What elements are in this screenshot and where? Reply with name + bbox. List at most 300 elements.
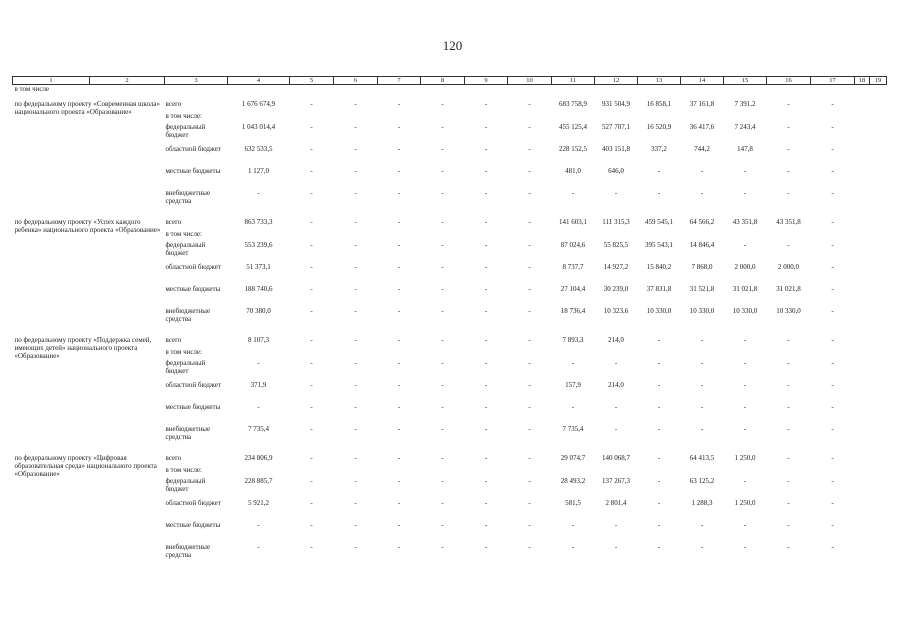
value-cell bbox=[465, 348, 508, 359]
empty-cell bbox=[334, 93, 378, 100]
value-cell: - bbox=[397, 307, 401, 315]
funding-source-label: всего bbox=[165, 336, 182, 344]
empty-cell bbox=[638, 85, 681, 94]
empty-cell bbox=[767, 93, 811, 100]
value-cell bbox=[228, 230, 290, 241]
value-cell: - bbox=[743, 336, 747, 344]
value-cell: 43 351,8 bbox=[776, 218, 801, 226]
value-cell: 147,8 bbox=[737, 145, 753, 153]
value-cell: 553 239,6 bbox=[244, 241, 273, 249]
value-cell: - bbox=[787, 167, 790, 175]
column-number-header: 7 bbox=[378, 77, 421, 85]
value-cell: 371,9 bbox=[250, 381, 267, 389]
value-cell: - bbox=[441, 543, 444, 551]
value-cell: - bbox=[700, 425, 704, 433]
value-cell: - bbox=[441, 499, 444, 507]
value-cell: - bbox=[397, 285, 401, 293]
value-cell: 141 603,1 bbox=[559, 218, 587, 226]
column-number-header: 8 bbox=[421, 77, 465, 85]
value-cell: - bbox=[354, 189, 357, 197]
value-cell bbox=[595, 230, 638, 241]
value-cell bbox=[508, 348, 552, 359]
value-cell: - bbox=[657, 477, 661, 485]
value-cell: 16 520,9 bbox=[646, 123, 672, 131]
value-cell bbox=[228, 466, 290, 477]
empty-cell bbox=[855, 454, 870, 466]
empty-cell bbox=[638, 329, 681, 336]
value-cell: 8 737,7 bbox=[562, 263, 584, 271]
empty-cell bbox=[421, 93, 465, 100]
value-cell: - bbox=[528, 403, 531, 411]
value-cell: - bbox=[441, 477, 444, 485]
value-cell: - bbox=[614, 521, 618, 529]
value-cell: - bbox=[484, 543, 488, 551]
value-cell: - bbox=[787, 123, 790, 131]
value-cell: 87 024,6 bbox=[560, 241, 586, 249]
value-cell: 1 676 674,9 bbox=[241, 100, 276, 108]
value-cell: - bbox=[831, 218, 834, 226]
value-cell: - bbox=[831, 307, 834, 315]
empty-cell bbox=[870, 454, 887, 466]
value-cell: 632 533,5 bbox=[244, 145, 273, 153]
value-cell: - bbox=[354, 499, 357, 507]
value-cell: - bbox=[484, 403, 488, 411]
empty-cell bbox=[855, 189, 870, 211]
column-number-header: 16 bbox=[767, 77, 811, 85]
value-cell: 27 104,4 bbox=[560, 285, 586, 293]
value-cell: - bbox=[528, 123, 531, 131]
value-cell bbox=[681, 230, 724, 241]
value-cell: - bbox=[310, 218, 313, 226]
empty-cell bbox=[13, 329, 90, 336]
value-cell: - bbox=[831, 425, 834, 433]
value-cell: - bbox=[397, 381, 401, 389]
value-cell bbox=[724, 112, 767, 123]
value-cell: - bbox=[441, 100, 444, 108]
value-cell: - bbox=[441, 263, 444, 271]
empty-cell bbox=[90, 329, 165, 336]
value-cell: 188 740,6 bbox=[244, 285, 273, 293]
value-cell: - bbox=[310, 263, 313, 271]
value-cell: - bbox=[257, 359, 260, 367]
empty-cell bbox=[870, 93, 887, 100]
empty-cell bbox=[724, 85, 767, 94]
value-cell: - bbox=[528, 359, 531, 367]
value-cell: - bbox=[257, 521, 260, 529]
value-cell: - bbox=[657, 499, 661, 507]
value-cell bbox=[290, 348, 334, 359]
value-cell: - bbox=[787, 425, 790, 433]
empty-cell bbox=[595, 85, 638, 94]
value-cell: - bbox=[354, 123, 357, 131]
value-cell: 2 000,0 bbox=[734, 263, 756, 271]
value-cell: - bbox=[397, 499, 401, 507]
value-cell: 64 566,2 bbox=[689, 218, 715, 226]
empty-cell bbox=[870, 100, 887, 112]
empty-cell bbox=[855, 100, 870, 112]
value-cell: - bbox=[484, 477, 488, 485]
value-cell: 1 250,0 bbox=[734, 454, 756, 462]
value-cell bbox=[508, 466, 552, 477]
value-cell: - bbox=[257, 543, 260, 551]
empty-cell bbox=[855, 307, 870, 329]
value-cell: - bbox=[354, 285, 357, 293]
value-cell: - bbox=[743, 167, 747, 175]
table-header-row bbox=[13, 77, 887, 85]
value-cell: - bbox=[787, 336, 790, 344]
value-cell: - bbox=[528, 454, 531, 462]
value-cell bbox=[811, 348, 855, 359]
project-title: по федеральному проекту «Цифровая образовательная среда» национального проекта «Образование» bbox=[14, 454, 157, 478]
value-cell bbox=[638, 348, 681, 359]
value-cell: - bbox=[441, 307, 444, 315]
value-cell: - bbox=[310, 477, 313, 485]
value-cell: 459 545,1 bbox=[645, 218, 673, 226]
value-cell: - bbox=[354, 403, 357, 411]
empty-cell bbox=[465, 329, 508, 336]
value-cell: - bbox=[787, 189, 790, 197]
value-cell bbox=[767, 230, 811, 241]
empty-cell bbox=[855, 466, 870, 477]
value-cell: 137 267,3 bbox=[602, 477, 630, 485]
value-cell bbox=[767, 466, 811, 477]
empty-cell bbox=[165, 85, 228, 94]
value-cell: - bbox=[354, 454, 357, 462]
value-cell: - bbox=[397, 425, 401, 433]
column-number-header: 15 bbox=[724, 77, 767, 85]
empty-cell bbox=[681, 93, 724, 100]
value-cell: - bbox=[571, 189, 575, 197]
value-cell bbox=[638, 112, 681, 123]
value-cell: 18 736,4 bbox=[560, 307, 586, 315]
empty-cell bbox=[465, 93, 508, 100]
value-cell: - bbox=[441, 123, 444, 131]
value-cell: - bbox=[310, 499, 313, 507]
value-cell: - bbox=[831, 167, 834, 175]
value-cell: - bbox=[310, 543, 313, 551]
value-cell: 7 868,0 bbox=[691, 263, 713, 271]
value-cell: 1 288,3 bbox=[691, 499, 713, 507]
value-cell: 10 323,6 bbox=[603, 307, 629, 315]
value-cell: - bbox=[657, 454, 661, 462]
empty-cell bbox=[811, 93, 855, 100]
empty-cell bbox=[855, 336, 870, 348]
value-cell: - bbox=[787, 145, 790, 153]
value-cell bbox=[767, 112, 811, 123]
value-cell: - bbox=[657, 167, 661, 175]
funding-source-label: местные бюджеты bbox=[165, 521, 221, 529]
value-cell bbox=[595, 112, 638, 123]
value-cell: 228 885,7 bbox=[244, 477, 273, 485]
value-cell: 28 493,2 bbox=[560, 477, 586, 485]
empty-cell bbox=[228, 447, 290, 454]
value-cell: - bbox=[354, 359, 357, 367]
empty-cell bbox=[334, 447, 378, 454]
value-cell: - bbox=[614, 189, 618, 197]
value-cell bbox=[552, 230, 595, 241]
value-cell: - bbox=[831, 336, 834, 344]
value-cell: 527 707,1 bbox=[602, 123, 630, 131]
value-cell: 234 806,9 bbox=[244, 454, 273, 462]
value-cell: 111 315,3 bbox=[602, 218, 630, 226]
empty-cell bbox=[870, 521, 887, 543]
value-cell: - bbox=[354, 336, 357, 344]
value-cell: 337,2 bbox=[651, 145, 667, 153]
column-number-header: 13 bbox=[638, 77, 681, 85]
empty-cell bbox=[290, 447, 334, 454]
funding-source-label: федеральный бюджет bbox=[165, 123, 206, 139]
value-cell: - bbox=[743, 381, 747, 389]
value-cell: 1 250,0 bbox=[734, 499, 756, 507]
value-cell: - bbox=[831, 285, 834, 293]
value-cell: 214,0 bbox=[608, 336, 624, 344]
value-cell: - bbox=[441, 381, 444, 389]
empty-cell bbox=[421, 329, 465, 336]
value-cell: - bbox=[787, 100, 790, 108]
value-cell: - bbox=[310, 359, 313, 367]
value-cell: - bbox=[397, 145, 401, 153]
value-cell: - bbox=[743, 521, 747, 529]
empty-cell bbox=[870, 329, 887, 336]
value-cell bbox=[724, 230, 767, 241]
value-cell: - bbox=[397, 359, 401, 367]
value-cell: - bbox=[657, 543, 661, 551]
value-cell: - bbox=[700, 359, 704, 367]
value-cell: - bbox=[484, 167, 488, 175]
empty-cell bbox=[870, 167, 887, 189]
empty-cell bbox=[811, 211, 855, 218]
funding-source-label: всего bbox=[165, 454, 182, 462]
column-number-header: 12 bbox=[595, 77, 638, 85]
value-cell: - bbox=[310, 241, 313, 249]
value-cell: 140 068,7 bbox=[602, 454, 630, 462]
value-cell: - bbox=[310, 521, 313, 529]
value-cell: - bbox=[700, 521, 704, 529]
empty-cell bbox=[228, 93, 290, 100]
funding-source-label: областной бюджет bbox=[165, 499, 221, 507]
empty-cell bbox=[290, 85, 334, 94]
value-cell: 7 893,3 bbox=[562, 336, 584, 344]
value-cell: - bbox=[614, 425, 618, 433]
value-cell: 228 152,5 bbox=[559, 145, 587, 153]
column-number-header: 10 bbox=[508, 77, 552, 85]
project-title: по федеральному проекту «Успех каждого ребенка» национального проекта «Образование» bbox=[14, 218, 161, 234]
funding-source-label: в том числе: bbox=[165, 466, 202, 474]
value-cell: - bbox=[787, 543, 790, 551]
value-cell: - bbox=[528, 218, 531, 226]
empty-cell bbox=[552, 211, 595, 218]
value-cell: - bbox=[484, 521, 488, 529]
value-cell: - bbox=[614, 359, 618, 367]
value-cell: - bbox=[657, 425, 661, 433]
empty-cell bbox=[165, 211, 228, 218]
value-cell: - bbox=[397, 543, 401, 551]
column-number-header: 18 bbox=[855, 77, 870, 85]
value-cell: 29 074,7 bbox=[560, 454, 586, 462]
empty-cell bbox=[681, 85, 724, 94]
project-title: по федеральному проекту «Современная школа» национального проекта «Образование» bbox=[14, 100, 160, 116]
empty-cell bbox=[870, 477, 887, 499]
value-cell bbox=[334, 348, 378, 359]
value-cell: - bbox=[743, 359, 747, 367]
value-cell: - bbox=[310, 307, 313, 315]
empty-cell bbox=[870, 85, 887, 94]
value-cell: - bbox=[354, 167, 357, 175]
value-cell: - bbox=[441, 241, 444, 249]
empty-cell bbox=[378, 329, 421, 336]
column-number-header: 19 bbox=[870, 77, 887, 85]
table-row bbox=[13, 85, 887, 94]
value-cell: - bbox=[528, 307, 531, 315]
empty-cell bbox=[870, 447, 887, 454]
value-cell bbox=[811, 230, 855, 241]
value-cell: - bbox=[831, 100, 834, 108]
value-cell bbox=[334, 230, 378, 241]
empty-cell bbox=[870, 403, 887, 425]
table-row bbox=[13, 218, 887, 230]
value-cell: - bbox=[571, 359, 575, 367]
empty-cell bbox=[595, 447, 638, 454]
empty-cell bbox=[870, 466, 887, 477]
value-cell bbox=[421, 348, 465, 359]
value-cell: - bbox=[528, 189, 531, 197]
funding-source-label: всего bbox=[165, 218, 182, 226]
value-cell bbox=[508, 112, 552, 123]
column-number-header: 9 bbox=[465, 77, 508, 85]
value-cell: - bbox=[484, 499, 488, 507]
value-cell: 581,5 bbox=[565, 499, 581, 507]
value-cell: - bbox=[354, 307, 357, 315]
value-cell: - bbox=[441, 454, 444, 462]
value-cell: - bbox=[484, 454, 488, 462]
empty-cell bbox=[870, 189, 887, 211]
value-cell: - bbox=[528, 241, 531, 249]
funding-source-label: внебюджетные средства bbox=[165, 425, 211, 441]
value-cell: - bbox=[528, 381, 531, 389]
value-cell: - bbox=[831, 263, 834, 271]
value-cell: - bbox=[571, 403, 575, 411]
value-cell: - bbox=[831, 123, 834, 131]
empty-cell bbox=[855, 359, 870, 381]
value-cell: - bbox=[257, 189, 260, 197]
value-cell: - bbox=[310, 123, 313, 131]
empty-cell bbox=[290, 211, 334, 218]
empty-cell bbox=[724, 93, 767, 100]
value-cell: - bbox=[310, 403, 313, 411]
empty-cell bbox=[13, 211, 90, 218]
group-spacer bbox=[13, 329, 887, 336]
value-cell bbox=[767, 348, 811, 359]
empty-cell bbox=[290, 93, 334, 100]
group-spacer bbox=[13, 211, 887, 218]
value-cell: - bbox=[484, 285, 488, 293]
value-cell: - bbox=[743, 425, 747, 433]
funding-source-label: внебюджетные средства bbox=[165, 543, 211, 559]
value-cell: 10 330,0 bbox=[646, 307, 672, 315]
empty-cell bbox=[508, 211, 552, 218]
value-cell: - bbox=[831, 359, 834, 367]
value-cell: - bbox=[484, 241, 488, 249]
empty-cell bbox=[855, 123, 870, 145]
value-cell: - bbox=[484, 145, 488, 153]
value-cell bbox=[465, 230, 508, 241]
empty-cell bbox=[811, 447, 855, 454]
empty-cell bbox=[552, 85, 595, 94]
value-cell bbox=[811, 466, 855, 477]
value-cell: - bbox=[484, 307, 488, 315]
empty-cell bbox=[767, 211, 811, 218]
value-cell: - bbox=[397, 167, 401, 175]
value-cell: - bbox=[397, 123, 401, 131]
value-cell bbox=[228, 348, 290, 359]
value-cell: - bbox=[657, 403, 661, 411]
funding-source-label: федеральный бюджет bbox=[165, 241, 206, 257]
value-cell: 7 735,4 bbox=[562, 425, 584, 433]
funding-source-label: всего bbox=[165, 100, 182, 108]
value-cell: - bbox=[831, 145, 834, 153]
funding-source-label: местные бюджеты bbox=[165, 167, 221, 175]
column-number-header: 11 bbox=[552, 77, 595, 85]
empty-cell bbox=[465, 85, 508, 94]
value-cell: 37 161,8 bbox=[689, 100, 715, 108]
empty-cell bbox=[465, 447, 508, 454]
value-cell bbox=[465, 466, 508, 477]
value-cell: - bbox=[441, 336, 444, 344]
value-cell: 1 127,0 bbox=[248, 167, 269, 175]
value-cell: - bbox=[743, 189, 747, 197]
value-cell bbox=[552, 112, 595, 123]
value-cell: - bbox=[441, 425, 444, 433]
empty-cell bbox=[870, 499, 887, 521]
value-cell bbox=[595, 466, 638, 477]
value-cell: 10 330,0 bbox=[732, 307, 758, 315]
value-cell bbox=[552, 348, 595, 359]
value-cell: 8 107,3 bbox=[248, 336, 269, 344]
value-cell: - bbox=[831, 543, 834, 551]
table-row bbox=[13, 336, 887, 348]
value-cell: - bbox=[484, 359, 488, 367]
value-cell: - bbox=[657, 336, 661, 344]
table-row bbox=[13, 100, 887, 112]
value-cell: - bbox=[743, 477, 747, 485]
value-cell: - bbox=[528, 336, 531, 344]
value-cell bbox=[508, 230, 552, 241]
value-cell: - bbox=[700, 381, 704, 389]
value-cell: - bbox=[310, 454, 313, 462]
value-cell: - bbox=[310, 167, 313, 175]
empty-cell bbox=[290, 329, 334, 336]
empty-cell bbox=[870, 381, 887, 403]
value-cell bbox=[681, 466, 724, 477]
empty-cell bbox=[811, 329, 855, 336]
value-cell: 30 239,0 bbox=[603, 285, 629, 293]
value-cell: - bbox=[700, 403, 704, 411]
value-cell: - bbox=[528, 477, 531, 485]
empty-cell bbox=[638, 211, 681, 218]
value-cell bbox=[421, 466, 465, 477]
value-cell: - bbox=[484, 336, 488, 344]
value-cell: 403 151,8 bbox=[602, 145, 630, 153]
value-cell: 14 846,4 bbox=[689, 241, 715, 249]
empty-cell bbox=[870, 425, 887, 447]
project-title: по федеральному проекту «Поддержка семей, имеющих детей» национального проекта «Образование» bbox=[14, 336, 152, 360]
empty-cell bbox=[552, 329, 595, 336]
value-cell: - bbox=[397, 403, 401, 411]
value-cell: - bbox=[354, 100, 357, 108]
value-cell: 5 921,2 bbox=[248, 499, 269, 507]
value-cell: - bbox=[354, 241, 357, 249]
value-cell bbox=[552, 466, 595, 477]
